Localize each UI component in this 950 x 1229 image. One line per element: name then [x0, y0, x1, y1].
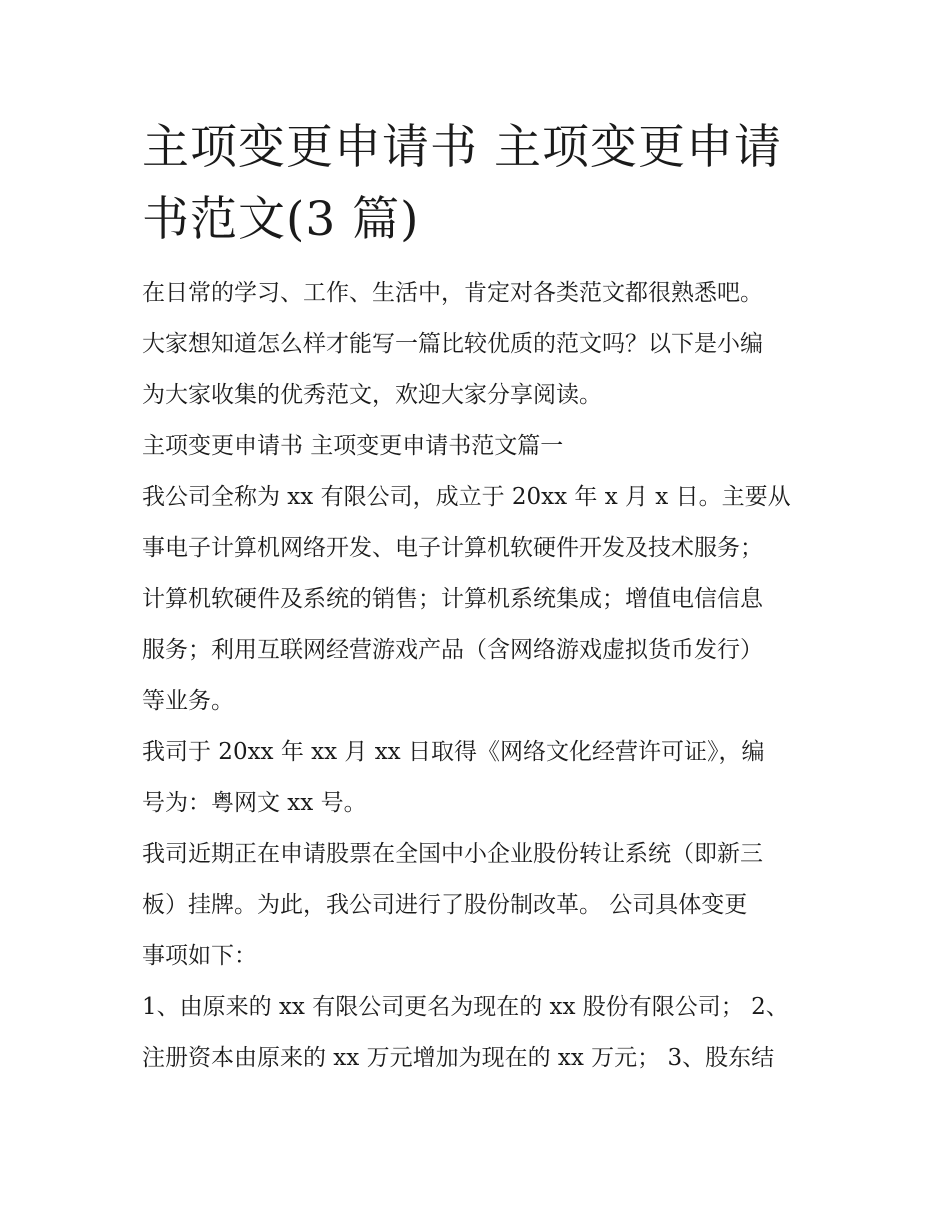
- body-line: 事项如下：: [142, 943, 257, 969]
- title-line-2: 书范文(3 篇): [142, 192, 420, 247]
- section-heading: 主项变更申请书 主项变更申请书范文篇一: [142, 433, 564, 459]
- body-line: 服务；利用互联网经营游戏产品（含网络游戏虚拟货币发行）: [142, 637, 763, 663]
- body-line: 号为：粤网文 xx 号。: [142, 790, 367, 816]
- body-line: 为大家收集的优秀范文，欢迎大家分享阅读。: [142, 382, 602, 408]
- document-title: [142, 112, 822, 256]
- body-line: 我公司全称为 xx 有限公司，成立于 20xx 年 x 月 x 日。主要从: [142, 484, 791, 510]
- body-line: 1、由原来的 xx 有限公司更名为现在的 xx 股份有限公司； 2、: [142, 994, 789, 1020]
- body-line: 等业务。: [142, 688, 234, 714]
- body-line: 大家想知道怎么样才能写一篇比较优质的范文吗？以下是小编: [142, 331, 763, 357]
- body-line: 计算机软硬件及系统的销售；计算机系统集成；增值电信信息: [142, 586, 763, 612]
- body-line: 注册资本由原来的 xx 万元增加为现在的 xx 万元； 3、股东结: [142, 1045, 775, 1071]
- body-line: 事电子计算机网络开发、电子计算机软硬件开发及技术服务；: [142, 535, 763, 561]
- body-line: 板）挂牌。为此，我公司进行了股份制改革。 公司具体变更: [142, 892, 748, 918]
- title-line-1: 主项变更申请书 主项变更申请: [142, 120, 782, 175]
- document-body: [142, 268, 822, 1084]
- body-line: 我司近期正在申请股票在全国中小企业股份转让系统（即新三: [142, 841, 763, 867]
- body-line: 在日常的学习、工作、生活中，肯定对各类范文都很熟悉吧。: [142, 280, 763, 306]
- document-page: [142, 112, 822, 1084]
- body-line: 我司于 20xx 年 xx 月 xx 日取得《网络文化经营许可证》，编: [142, 739, 765, 765]
